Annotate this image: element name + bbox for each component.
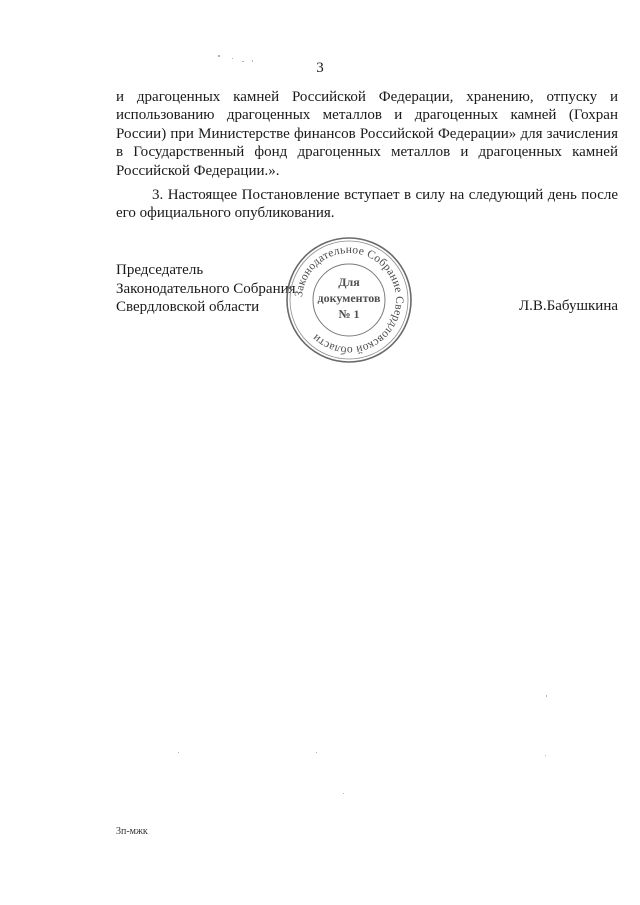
scan-speck — [545, 755, 546, 756]
seal-center-line: № 1 — [338, 307, 360, 321]
footer-document-code: 3п-мжк — [116, 826, 148, 837]
scan-speck — [242, 61, 244, 62]
paragraph-continuation: и драгоценных камней Российской Федерации, хранению, отпуску и использованию драгоценных металлов и драгоценных камней (Гохран России) при Министерстве финансов Российской Федерации» для зачисления в Государственный фонд драгоценных металлов и драгоценных камней Российской Федерации.». — [116, 89, 618, 179]
page-number: 3 — [316, 60, 324, 76]
seal-center-line: документов — [317, 291, 381, 305]
scan-speck — [546, 695, 547, 697]
seal-ring-text: Законодательное Собрание Свердловской области — [293, 243, 406, 357]
paragraph-effective-date: 3. Настоящее Постановление вступает в силу на следующий день после его официального опубликования. — [116, 187, 618, 222]
signatory-name: Л.В.Бабушкина — [518, 298, 618, 314]
scan-speck — [316, 752, 317, 753]
signatory-title-line: Законодательного Собрания — [116, 280, 296, 297]
signatory-title — [116, 261, 296, 317]
seal-graphic — [285, 236, 413, 364]
official-seal — [285, 236, 413, 364]
seal-center-line: Для — [338, 275, 360, 289]
scan-speck — [178, 752, 179, 753]
signatory-title-line: Свердловской области — [116, 299, 260, 315]
scan-speck — [252, 60, 253, 62]
signatory-title-line: Председатель — [116, 262, 204, 278]
scan-speck — [232, 58, 233, 59]
scan-speck — [343, 793, 344, 794]
scan-speck — [218, 55, 220, 57]
document-body — [116, 88, 618, 223]
